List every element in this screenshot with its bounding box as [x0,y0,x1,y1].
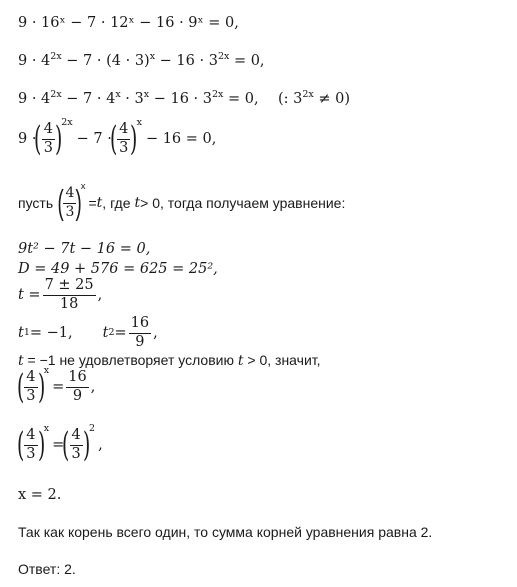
numerator: 4 [63,186,76,203]
fraction [43,278,96,313]
expr: · 3 [120,91,144,107]
answer-x-line: x = 2. [18,487,62,503]
exponent: 2x [61,117,73,128]
numerator: 7 ± 25 [43,278,96,296]
left-paren: ( [57,184,64,222]
left-paren: ( [16,367,25,408]
variable-t: t [102,325,109,342]
exponent: 2x [302,89,314,100]
numerator: 16 [129,316,151,334]
roots-line: t 1 = −1, t 2 = $\frac{16}{9}$ , [18,315,158,350]
fraction [63,186,76,220]
variable-t: t [237,353,244,369]
numerator: 4 [24,428,37,446]
conclusion-line: Так как корень всего один, то сумма корней уравнения равна 2. [18,524,433,540]
left-paren: ( [109,119,118,160]
text: = −1 не удовлетворяет условию [23,352,238,368]
exponent: x [136,117,142,128]
denominator: 9 [72,387,83,404]
variable-t: t [134,195,141,211]
denominator: 3 [119,139,129,156]
expr: = [114,325,127,342]
final-answer: Ответ: 2. [18,561,76,577]
fraction [117,122,130,157]
expr: = 0, [223,91,259,107]
expr: , [98,437,103,454]
expr: 9 · 4 [18,53,51,69]
text: , где [102,195,131,211]
text: = [88,195,97,211]
left-paren: ( [34,119,42,160]
right-paren: ) [130,119,138,160]
exponent: 2 [89,423,96,434]
expr: = [52,379,65,396]
right-paren: ) [75,184,83,222]
equation-line-1: 9 · 16ˣ − 7 · 12ˣ − 16 · 9ˣ = 0, [18,15,239,31]
exponent: x [80,181,86,192]
expr: , [90,379,96,396]
expr: t = [18,287,41,304]
discriminant-line: D = 49 + 576 = 625 = 25², [18,261,218,277]
denominator: 3 [43,139,53,156]
left-paren: ( [62,425,70,466]
fraction [70,428,83,463]
expr: − 7 · (4 · 3) [61,53,150,69]
numerator: 4 [70,428,83,446]
condition-line [18,353,321,368]
exponent: 2x [212,89,224,100]
numerator: 4 [42,122,55,140]
variable-t: t [18,325,24,342]
expr: 9 · [18,131,37,148]
denominator: 18 [59,295,79,312]
text: > 0, значит, [243,352,321,368]
variable-t: t [18,353,24,369]
equation-line-2 [18,51,265,69]
substitution-line [18,181,346,222]
right-paren: ) [37,425,45,466]
expr: = 0, [229,53,265,69]
exponent: 2x [50,89,62,100]
expr: = −1, [29,325,73,342]
expr: , [153,325,158,342]
expr: − 7 · [76,131,112,148]
numerator: 4 [117,122,130,140]
expr: − 16 = 0, [145,131,217,148]
expr: − 16 · 3 [155,53,218,69]
roots-formula-line [18,278,102,313]
exponent: x [43,423,50,434]
equation-line-3 [18,89,259,107]
fraction [24,428,37,463]
exponent: x [115,89,121,100]
expr: − 16 · 3 [149,91,212,107]
expr: 9 · 4 [18,91,51,107]
numerator: 16 [66,370,88,388]
expr: ≠ 0) [313,91,351,107]
quadratic-line: 9t² − 7t − 16 = 0, [18,241,151,257]
exponent: x [43,365,50,376]
division-note [278,89,351,107]
denominator: 9 [135,333,145,350]
right-paren: ) [37,367,45,408]
exponent: x [143,89,150,100]
text: пусть [18,195,54,211]
expr: , [97,287,103,304]
right-paren: ) [54,119,63,160]
denominator: 3 [65,203,75,220]
variable-t: t [96,195,103,211]
right-paren: ) [82,425,91,466]
fraction [66,370,88,405]
equation-line-4 [18,117,217,160]
left-paren: ( [16,425,25,466]
fraction [129,316,151,351]
exponent: x [149,51,156,62]
fraction [24,370,37,405]
expr: (: 3 [278,91,303,107]
numerator: 4 [24,370,37,388]
equation-line-12 [16,423,103,466]
exponent: 2x [217,51,230,62]
denominator: 3 [26,445,36,462]
denominator: 3 [71,445,81,462]
exponent: 2x [50,51,62,62]
denominator: 3 [26,387,36,404]
expr: − 7 · 4 [61,91,116,107]
equation-line-11 [16,365,96,408]
fraction [42,122,55,157]
expr: = [52,437,65,454]
text: > 0, тогда получаем уравнение: [140,195,346,211]
